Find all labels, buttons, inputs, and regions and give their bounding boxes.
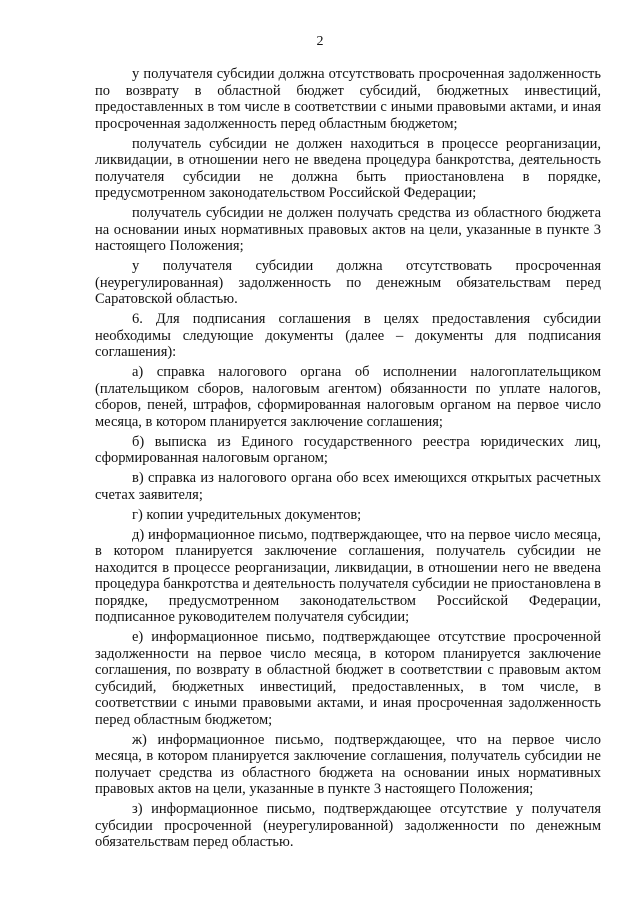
document-body — [95, 66, 601, 854]
paragraph: получатель субсидии не должен получать средства из областного бюджета на основании иных нормативных правовых актов на цели, указанные в пункте 3 настоящего Положения; — [95, 205, 601, 254]
paragraph: получатель субсидии не должен находиться в процессе реорганизации, ликвидации, в отношении него не введена процедура банкротства, деятельность получателя субсидии не должна быть приостановлена в порядке, предусмотренном законодательством Российской Федерации; — [95, 135, 601, 201]
list-item: б) выписка из Единого государственного реестра юридических лиц, сформированная налоговым органом; — [95, 433, 601, 466]
paragraph: у получателя субсидии должна отсутствовать просроченная задолженность по возврату в областной бюджет субсидий, бюджетных инвестиций, предоставленных в том числе в соответствии с иными правовыми актами, и иная просроченная задолженность перед областным бюджетом; — [95, 66, 601, 132]
list-item: е) информационное письмо, подтверждающее отсутствие просроченной задолженности на первое число месяца, в котором планируется заключение соглашения, по возврату в областной бюджет в соответствии с правовым актом субсидий, бюджетных инвестиций, предоставленных, в том числе, в соответствии с иными правовыми актами, и иная просроченная задолженность перед областным бюджетом; — [95, 629, 601, 728]
paragraph: у получателя субсидии должна отсутствовать просроченная (неурегулированная) задолженность по денежным обязательствам перед Саратовской областью. — [95, 258, 601, 307]
list-item: ж) информационное письмо, подтверждающее, что на первое число месяца, в котором планируется заключение соглашения, получатель субсидии не получает средства из областного бюджета на основании иных нормативных правовых актов на цели, указанные в пункте 3 настоящего Положения; — [95, 731, 601, 797]
list-item: в) справка из налогового органа обо всех имеющихся открытых расчетных счетах заявителя; — [95, 470, 601, 503]
list-item: г) копии учредительных документов; — [132, 506, 362, 523]
page-number: 2 — [316, 34, 324, 49]
paragraph: 6. Для подписания соглашения в целях предоставления субсидии необходимы следующие документы (далее – документы для подписания соглашения): — [95, 311, 601, 360]
list-item: з) информационное письмо, подтверждающее отсутствие у получателя субсидии просроченной (неурегулированной) задолженности по денежным обязательствам перед областью. — [95, 801, 601, 850]
list-item: д) информационное письмо, подтверждающее, что на первое число месяца, в котором планируется заключение соглашения, получатель субсидии не находится в процессе реорганизации, ликвидации, в отношении него не введена процедура банкротства и деятельность получателя субсидии не приостановлена в порядке, предусмотренном законодательством Российской Федерации, подписанное руководителем получателя субсидии; — [95, 526, 601, 625]
list-item: а) справка налогового органа об исполнении налогоплательщиком (плательщиком сборов, налоговым агентом) обязанности по уплате налогов, сборов, пеней, штрафов, сформированная налоговым органом на первое число месяца, в котором планируется заключение соглашения; — [95, 364, 601, 430]
